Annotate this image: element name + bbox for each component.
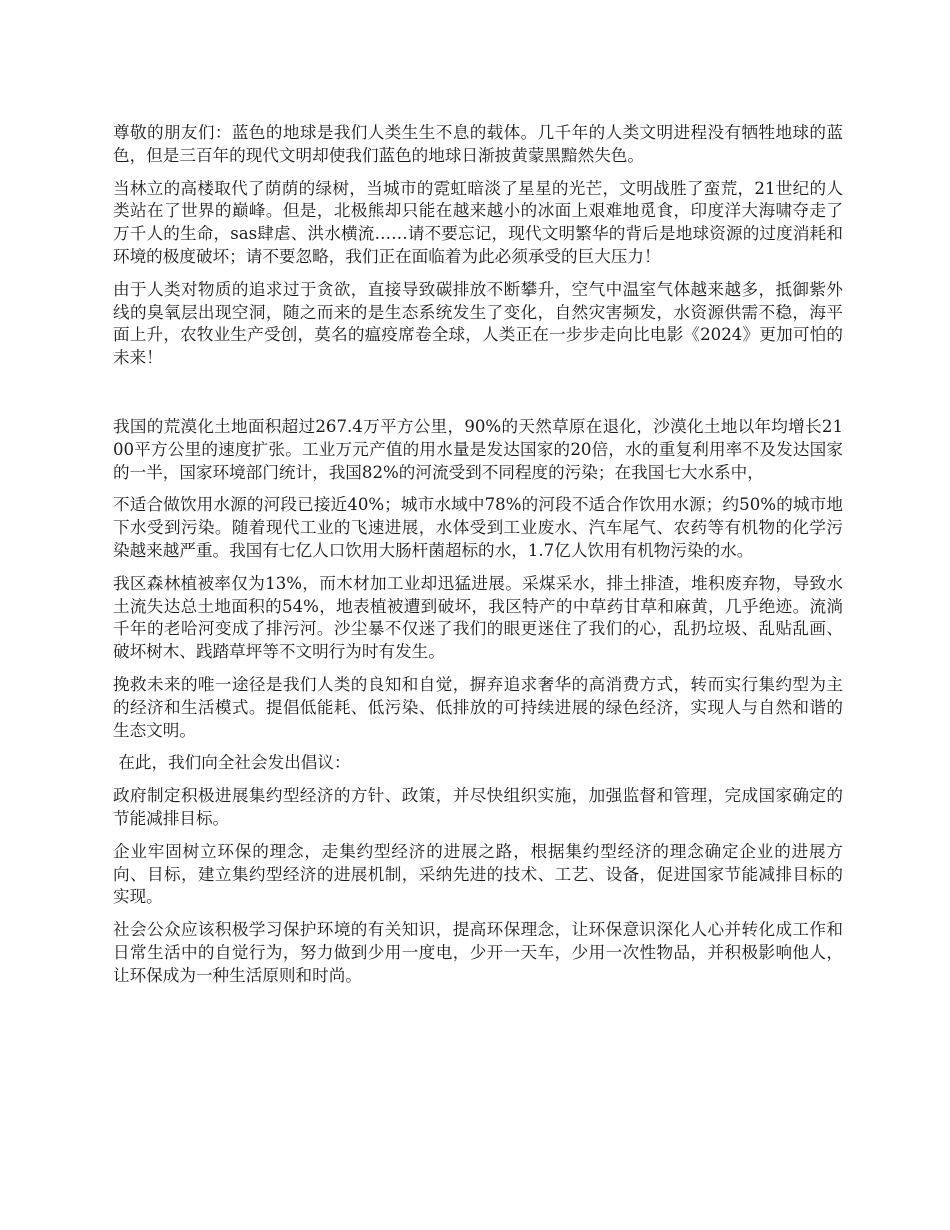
paragraph-enterprise: 企业牢固树立环保的理念，走集约型经济的进展之路，根据集约型经济的理念确定企业的进展方向、目标，建立集约型经济的进展机制，采纳先进的技术、工艺、设备，促进国家节能减排目标的实现。 xyxy=(113,841,843,907)
paragraph-forest-coverage: 我区森林植被率仅为13%，而木材加工业却迅猛进展。采煤采水，排土排渣，堆积废弃物，导致水土流失达总土地面积的54%，地表植被遭到破坏，我区特产的中草药甘草和麻黄，几乎绝迹。流淌千年的老哈河变成了排污河。沙尘暴不仅迷了我们的眼更迷住了我们的心，乱扔垃圾、乱贴乱画、破坏树木、践踏草坪等不文明行为时有发生。 xyxy=(113,573,843,662)
document-body xyxy=(113,122,843,998)
paragraph-carbon-emissions: 由于人类对物质的追求过于贪欲，直接导致碳排放不断攀升，空气中温室气体越来越多，抵御紫外线的臭氧层出现空洞，随之而来的是生态系统发生了变化，自然灾害频发，水资源供需不稳，海平面上升，农牧业生产受创，莫名的瘟疫席卷全球，人类正在一步步走向比电影《2024》更加可怕的未来！ xyxy=(113,279,843,368)
paragraph-solution: 挽救未来的唯一途径是我们人类的良知和自觉，摒弃追求奢华的高消费方式，转而实行集约型为主的经济和生活模式。提倡低能耗、低污染、低排放的可持续进展的绿色经济，实现人与自然和谐的生态文明。 xyxy=(113,674,843,740)
paragraph-desertification: 我国的荒漠化土地面积超过267.4万平方公里，90%的天然草原在退化，沙漠化土地以年均增长2100平方公里的速度扩张。工业万元产值的用水量是发达国家的20倍，水的重复利用率不及发达国家的一半，国家环境部门统计，我国82%的河流受到不同程度的污染；在我国七大水系中， xyxy=(113,416,843,482)
paragraph-government: 政府制定积极进展集约型经济的方针、政策，并尽快组织实施，加强监督和管理，完成国家确定的节能减排目标。 xyxy=(113,786,843,828)
paragraph-greeting: 尊敬的朋友们：蓝色的地球是我们人类生生不息的载体。几千年的人类文明进程没有牺牲地球的蓝色，但是三百年的现代文明却使我们蓝色的地球日渐披黄蒙黑黯然失色。 xyxy=(113,123,843,165)
paragraph-public: 社会公众应该积极学习保护环境的有关知识，提高环保理念，让环保意识深化人心并转化成工作和日常生活中的自觉行为，努力做到少用一度电，少开一天车，少用一次性物品，并积极影响他人，让环保成为一种生活原则和时尚。 xyxy=(113,920,843,985)
paragraph-spacer xyxy=(113,380,843,416)
paragraph-water-pollution: 不适合做饮用水源的河段已接近40%；城市水域中78%的河段不适合作饮用水源；约50%的城市地下水受到污染。随着现代工业的飞速进展，水体受到工业废水、汽车尾气、农药等有机物的化学污染越来越严重。我国有七亿人口饮用大肠杆菌超标的水，1.7亿人饮用有机物污染的水。 xyxy=(113,495,843,560)
paragraph-civilization: 当林立的高楼取代了荫荫的绿树，当城市的霓虹暗淡了星星的光芒，文明战胜了蛮荒，21世纪的人类站在了世界的巅峰。但是，北极熊却只能在越来越小的冰面上艰难地觅食，印度洋大海啸夺走了万千人的生命，sas肆虐、洪水横流……请不要忘记，现代文明繁华的背后是地球资源的过度消耗和环境的极度破坏；请不要忽略，我们正在面临着为此必须承受的巨大压力！ xyxy=(113,178,843,266)
paragraph-proposal-intro: 在此，我们向全社会发出倡议： xyxy=(113,753,351,773)
